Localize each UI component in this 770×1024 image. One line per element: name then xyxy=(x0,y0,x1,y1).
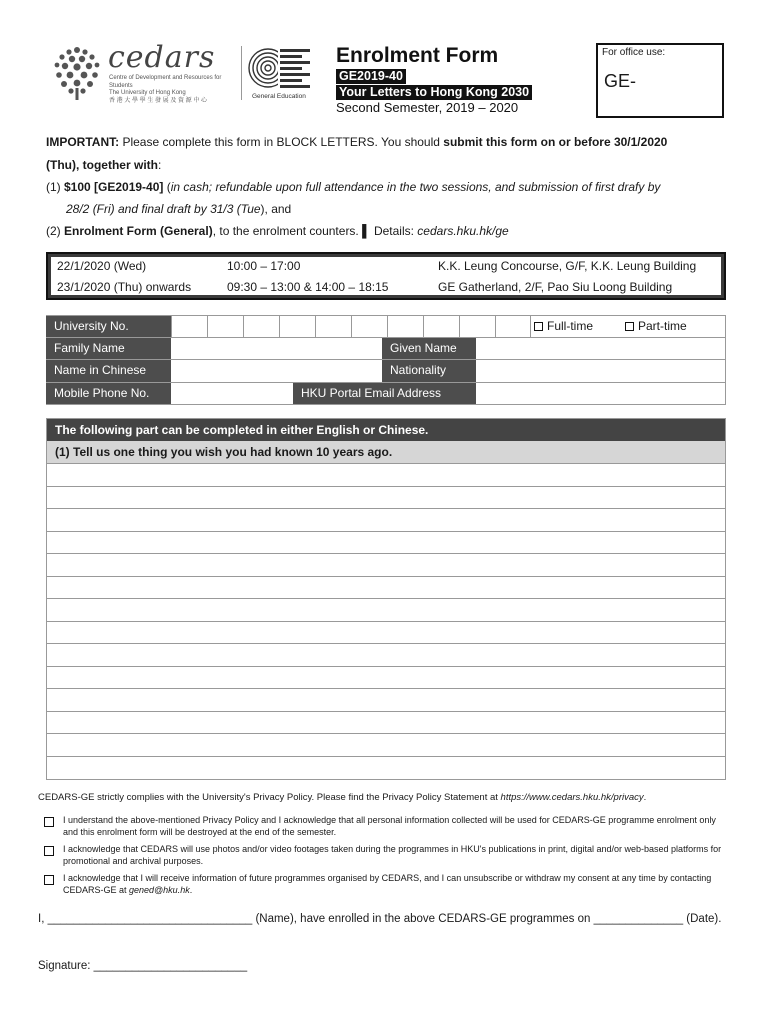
item-1-note-cont: 28/2 (Fri) and final draft by 31/3 (Tue xyxy=(66,202,261,216)
university-no-digit[interactable] xyxy=(387,316,423,337)
writing-header: The following part can be completed in either English or Chinese. xyxy=(47,419,725,441)
ack-privacy-text: I understand the above-mentioned Privacy Policy and I acknowledge that all personal information collected will be used for CEDARS-GE programme enrolment only and this enrolment form will be destroyed at the end of the semester. xyxy=(63,815,716,837)
cedars-logo xyxy=(52,40,242,104)
university-no-digit[interactable] xyxy=(423,316,459,337)
cedars-wordmark: cedars xyxy=(108,40,216,75)
signature-line: Signature: ________________________ xyxy=(38,960,248,972)
ack-photos-checkbox[interactable] xyxy=(44,846,54,856)
ge-logo xyxy=(248,46,318,102)
instruction-item-2 xyxy=(46,224,509,239)
cedars-subtitle xyxy=(109,75,239,105)
mobile-field[interactable] xyxy=(171,383,293,405)
university-no-digit[interactable] xyxy=(495,316,530,337)
important-deadline: submit this form on or before 30/1/2020 xyxy=(443,135,668,149)
cedars-sub-en-2: The University of Hong Kong xyxy=(109,90,186,96)
answer-line[interactable] xyxy=(47,734,725,757)
schedule-venue: GE Gatherland, 2/F, Pao Siu Loong Building xyxy=(438,280,673,294)
answer-line[interactable] xyxy=(47,689,725,712)
answer-line[interactable] xyxy=(47,644,725,667)
item-1-number: (1) xyxy=(46,180,64,194)
ack-photos xyxy=(44,844,724,867)
programme-title: Your Letters to Hong Kong 2030 xyxy=(336,85,532,100)
answer-line[interactable] xyxy=(47,577,725,600)
instruction-item-1-cont xyxy=(66,202,291,217)
writing-section xyxy=(46,418,726,780)
item-1-paren: ( xyxy=(163,180,171,194)
university-no-digit[interactable] xyxy=(351,316,387,337)
ack-photos-text: I acknowledge that CEDARS will use photos and/or video footages taken during the programmes in HKU's publications in print, digital and/or web-based platforms for promotional and archival purposes. xyxy=(63,844,722,866)
privacy-statement xyxy=(38,792,646,803)
ack-info-end: . xyxy=(189,884,193,895)
item-1-note: in cash; refundable upon full attendance in the two sessions, and submission of first drafy by xyxy=(170,180,661,194)
info-row-contact xyxy=(46,383,726,406)
answer-line[interactable] xyxy=(47,622,725,645)
family-name-label: Family Name xyxy=(46,338,171,360)
student-info-table xyxy=(46,315,726,405)
contact-email[interactable]: gened@hku.hk xyxy=(129,884,190,895)
answer-line[interactable] xyxy=(47,487,725,510)
office-use-label: For office use: xyxy=(602,47,666,58)
answer-line[interactable] xyxy=(47,509,725,532)
together-with-colon: : xyxy=(157,158,162,172)
ack-info-checkbox[interactable] xyxy=(44,875,54,885)
cedars-sub-en-1: Centre of Development and Resources for Students xyxy=(109,75,222,89)
answer-line[interactable] xyxy=(47,554,725,577)
cedars-tree-icon xyxy=(52,44,102,100)
chinese-name-field[interactable] xyxy=(171,360,382,382)
answer-line[interactable] xyxy=(47,712,725,735)
declaration: I, ________________________________ (Name), have enrolled in the above CEDARS-GE programmes on ______________ (Date). xyxy=(38,913,722,925)
schedule-date: 23/1/2020 (Thu) onwards xyxy=(57,280,192,294)
university-no-digit[interactable] xyxy=(171,316,207,337)
answer-line[interactable] xyxy=(47,464,725,487)
given-name-field[interactable] xyxy=(476,338,726,360)
university-no-digit[interactable] xyxy=(459,316,495,337)
schedule-box xyxy=(46,252,726,300)
chinese-name-label: Name in Chinese xyxy=(46,360,171,382)
programme-code: GE2019-40 xyxy=(336,69,406,84)
ge-emblem-icon xyxy=(248,46,314,92)
form-title: Enrolment Form xyxy=(336,44,499,67)
answer-line[interactable] xyxy=(47,667,725,690)
instruction-line-2 xyxy=(46,158,161,173)
family-name-field[interactable] xyxy=(171,338,382,360)
given-name-label: Given Name xyxy=(382,338,476,360)
ack-info-body: I acknowledge that I will receive information of future programmes organised by CEDARS, and I can unsubscribe or withdraw my consent at any time by contacting CEDARS-GE at xyxy=(63,873,712,895)
university-no-digit[interactable] xyxy=(243,316,279,337)
answer-line[interactable] xyxy=(47,599,725,622)
item-1-end: ), and xyxy=(260,202,292,216)
writing-question: (1) Tell us one thing you wish you had known 10 years ago. xyxy=(47,441,725,464)
email-field[interactable] xyxy=(476,383,726,405)
info-row-chinese xyxy=(46,360,726,383)
schedule-time: 09:30 – 13:00 & 14:00 – 18:15 xyxy=(227,280,389,294)
university-no-digit[interactable] xyxy=(207,316,243,337)
nationality-label: Nationality xyxy=(382,360,476,382)
answer-line[interactable] xyxy=(47,532,725,555)
schedule-row xyxy=(51,278,721,298)
office-use-box xyxy=(596,43,724,118)
ack-info xyxy=(44,873,724,896)
email-label: HKU Portal Email Address xyxy=(293,383,476,405)
university-no-label: University No. xyxy=(46,316,171,337)
info-row-name xyxy=(46,338,726,361)
ack-info-text xyxy=(63,873,724,896)
privacy-end: . xyxy=(643,792,647,803)
full-time-checkbox[interactable] xyxy=(534,322,543,331)
full-time-option[interactable] xyxy=(534,319,593,333)
schedule-time: 10:00 – 17:00 xyxy=(227,259,301,273)
item-1-fee: $100 [GE2019-40] xyxy=(64,180,164,194)
university-no-digit[interactable] xyxy=(279,316,315,337)
ge-caption: General Education xyxy=(252,93,306,100)
instruction-item-1 xyxy=(46,180,660,195)
part-time-checkbox[interactable] xyxy=(625,322,634,331)
part-time-label: Part-time xyxy=(638,319,687,333)
logo-divider xyxy=(241,46,242,100)
item-2-number: (2) xyxy=(46,224,64,238)
schedule-date: 22/1/2020 (Wed) xyxy=(57,259,147,273)
nationality-field[interactable] xyxy=(476,360,726,382)
instruction-line-1 xyxy=(46,135,667,150)
item-2-text: , to the enrolment counters. ▌ Details: xyxy=(212,224,418,238)
schedule-venue: K.K. Leung Concourse, G/F, K.K. Leung Building xyxy=(438,259,697,273)
ack-privacy xyxy=(44,815,724,838)
full-time-label: Full-time xyxy=(547,319,594,333)
privacy-link[interactable]: https://www.cedars.hku.hk/privacy xyxy=(500,792,644,803)
university-no-digit[interactable] xyxy=(315,316,351,337)
important-label: IMPORTANT: xyxy=(46,135,120,149)
answer-line[interactable] xyxy=(47,757,725,780)
info-row-university xyxy=(46,315,726,338)
details-link[interactable]: cedars.hku.hk/ge xyxy=(417,224,509,238)
cedars-sub-zh: 香 港 大 學 學 生 發 展 及 資 源 中 心 xyxy=(109,97,208,104)
part-time-option[interactable] xyxy=(625,319,687,333)
mobile-label: Mobile Phone No. xyxy=(46,383,171,405)
semester: Second Semester, 2019 – 2020 xyxy=(336,100,519,115)
ack-privacy-checkbox[interactable] xyxy=(44,817,54,827)
privacy-text: CEDARS-GE strictly complies with the University's Privacy Policy. Please find the Privacy Policy Statement at xyxy=(38,792,501,803)
schedule-row xyxy=(51,257,721,277)
important-text: Please complete this form in BLOCK LETTERS. You should xyxy=(119,135,444,149)
office-use-prefix: GE- xyxy=(604,71,637,91)
item-2-form: Enrolment Form (General) xyxy=(64,224,213,238)
together-with: (Thu), together with xyxy=(46,158,158,172)
